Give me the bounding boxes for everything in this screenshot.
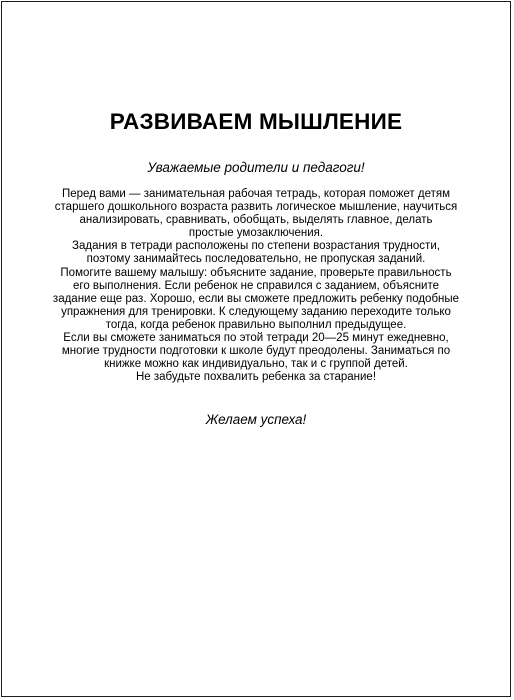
- body-line: анализировать, сравнивать, обобщать, выделять главное, делать: [79, 214, 433, 227]
- document-page: [1, 1, 511, 697]
- page-title: РАЗВИВАЕМ МЫШЛЕНИЕ: [109, 109, 403, 134]
- body-line: его выполнения. Если ребенок не справился с заданием, объясните: [72, 279, 440, 292]
- body-line: Если вы сможете заниматься по этой тетради 20—25 минут ежедневно,: [63, 332, 449, 345]
- body-line: многие трудности подготовки к школе будут преодолены. Заниматься по: [61, 345, 451, 358]
- body-text: [42, 188, 470, 384]
- body-line: простые умозаключения.: [188, 227, 324, 240]
- body-line: поэтому занимайтесь последовательно, не пропуская заданий.: [86, 253, 426, 266]
- body-line: Помогите вашему малышу: объясните задание, проверьте правильность: [60, 266, 452, 279]
- body-line: Перед вами — занимательная рабочая тетрадь, которая поможет детям: [62, 188, 450, 200]
- body-line: упражнения для тренировки. К следующему заданию переходите только: [61, 305, 451, 318]
- greeting-text: Уважаемые родители и педагоги!: [147, 160, 365, 175]
- body-line: Задания в тетради расположены по степени возрастания трудности,: [72, 240, 440, 253]
- body-line: книжке можно как индивидуально, так и с группой детей.: [104, 358, 408, 371]
- body-line: задание еще раз. Хорошо, если вы сможете предложить ребенку подобные: [52, 292, 460, 305]
- body-line: тогда, когда ребенок правильно выполнил предыдущее.: [105, 318, 407, 331]
- body-line: старшего дошкольного возраста развить логическое мышление, научиться: [54, 201, 458, 214]
- body-line: Не забудьте похвалить ребенка за старание!: [135, 371, 377, 384]
- closing-text: Желаем успеха!: [205, 412, 307, 427]
